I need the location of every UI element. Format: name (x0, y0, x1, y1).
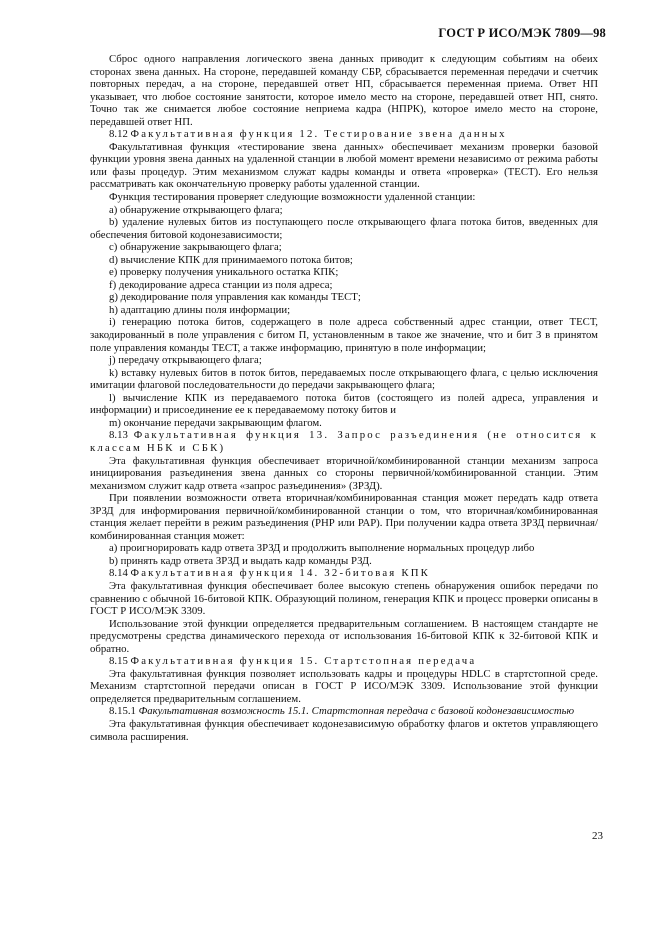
paragraph: c) обнаружение закрывающего флага; (109, 241, 282, 254)
paragraph: Использование этой функции определяется предварительным соглашением. В настоящем стандарте не предусмотрены средства динамического перехода от использования 16-битовой КПК к 32-битовой КПК и обратно. (90, 617, 598, 655)
paragraph: m) окончание передачи закрывающим флагом. (109, 416, 322, 429)
paragraph: h) адаптацию длины поля информации; (109, 303, 291, 316)
page-number: 23 (592, 830, 603, 842)
paragraph: i) генерацию потока битов, содержащего в поле адреса собственный адрес станции, ответ ТЕСТ, закодированный в поле управления с битом П, установленным в такое же значение, что и бит З в принятом поле управления команды ТЕСТ, а также информацию, принятую в поле информации; (90, 316, 598, 354)
paragraph: j) передачу открывающего флага; (109, 354, 262, 367)
section-title: Факультативная функция 15. Стартстопная передача (130, 655, 477, 668)
paragraph: При появлении возможности ответа вторичная/комбинированная станция может передать кадр ответа ЗРЗД для информирования первичной/комбинированной станции о том, что вторичная/комбинированная станция желает перейти в режим разъединения (РНР или РАР). При получении кадра ответа ЗРЗД первичная/комбинированная станция может: (90, 492, 598, 542)
document-header: ГОСТ Р ИСО/МЭК 7809—98 (438, 26, 606, 40)
section-title: Факультативная функция 14. 32-битовая КПК (130, 567, 431, 580)
section-number: 8.15.1 (109, 705, 139, 718)
paragraph: a) обнаружение открывающего флага; (109, 203, 283, 216)
section-number: 8.15 (109, 655, 131, 668)
paragraph: Факультативная функция «тестирование звена данных» обеспечивает механизм проверки базовой функции уровня звена данных на удаленной станции в любой момент времени независимо от режима работы или фазы процедур. Этим механизмом служат кадры команды и ответа «проверка» (ТЕСТ). Его нельзя рассматривать как окончательную проверку работы удаленной станции. (90, 140, 598, 191)
paragraph: Эта факультативная функция позволяет использовать кадры и процедуры HDLC в стартстопной среде. Механизм стартстопной передачи описан в ГОСТ Р ИСО/МЭК 3309. Использование этой функции определяется предварительным соглашением. (90, 667, 598, 705)
section-title: Факультативная функция 13. Запрос разъединения (не относится к классам НБК и СБК) (90, 429, 599, 454)
section-heading (90, 655, 598, 668)
paragraph: Эта факультативная функция обеспечивает кодонезависимую обработку флагов и октетов управляющего символа расширения. (90, 717, 598, 743)
paragraph: a) проигнорировать кадр ответа ЗРЗД и продолжить выполнение нормальных процедур либо (109, 542, 535, 555)
section-number: 8.12 (109, 128, 131, 141)
section-heading (90, 128, 598, 141)
paragraph: d) вычисление КПК для принимаемого потока битов; (109, 253, 353, 266)
section-number: 8.14 (109, 567, 131, 580)
section-title: Факультативная функция 12. Тестирование звена данных (130, 128, 507, 141)
page-body (90, 53, 598, 743)
paragraph: b) удаление нулевых битов из поступающего после открывающего флага потока битов, введенных для обеспечения битовой кодонезависимости; (90, 216, 598, 241)
section-heading (90, 429, 598, 454)
paragraph: k) вставку нулевых битов в поток битов, передаваемых после открывающего флага, с целью исключения имитации флаговой последовательности до передачи закрывающего флага; (90, 366, 598, 392)
paragraph: l) вычисление КПК из передаваемого потока битов (состоящего из полей адреса, управления и информации) и присоединение ее к передаваемому потоку битов и (90, 391, 598, 417)
section-heading (90, 705, 598, 718)
paragraph: Функция тестирования проверяет следующие возможности удаленной станции: (109, 191, 476, 204)
paragraph: e) проверку получения уникального остатка КПК; (109, 266, 339, 279)
paragraph: g) декодирование поля управления как команды ТЕСТ; (109, 291, 361, 304)
paragraph: Эта факультативная функция обеспечивает вторичной/комбинированной станции механизм запроса инициирования разъединения звена данных со стороны первичной/комбинированной станции. Этим механизмом служит кадр ответа «запрос разъединения» (ЗРЗД). (90, 454, 598, 492)
section-number: 8.13 (109, 429, 134, 442)
paragraph: f) декодирование адреса станции из поля адреса; (109, 278, 333, 291)
paragraph: b) принять кадр ответа ЗРЗД и выдать кадр команды РЗД. (109, 554, 372, 567)
section-title: Факультативная возможность 15.1. Стартстопная передача с базовой кодонезависимостью (138, 705, 575, 718)
section-heading (90, 567, 598, 580)
paragraph: Сброс одного направления логического звена данных приводит к следующим событиям на обеих сторонах звена данных. На стороне, передавшей команду СБР, сбрасывается переменная передачи и счетчик повторных передач, а на стороне, передавшей ответ НП, сбрасывается переменная приема. Ответ НП указывает, что любое состояние занятости, которое имело место на стороне, передавшей ответ НП, снято. Точно так же снимается любое состояние неприема кадра (НПРК), которое имело место на стороне, передавшей ответ НП. (90, 53, 598, 128)
paragraph: Эта факультативная функция обеспечивает более высокую степень обнаружения ошибок передачи по сравнению с обычной 16-битовой КПК. Образующий полином, генерация КПК и процесс проверки описаны в ГОСТ Р ИСО/МЭК 3309. (90, 579, 598, 618)
